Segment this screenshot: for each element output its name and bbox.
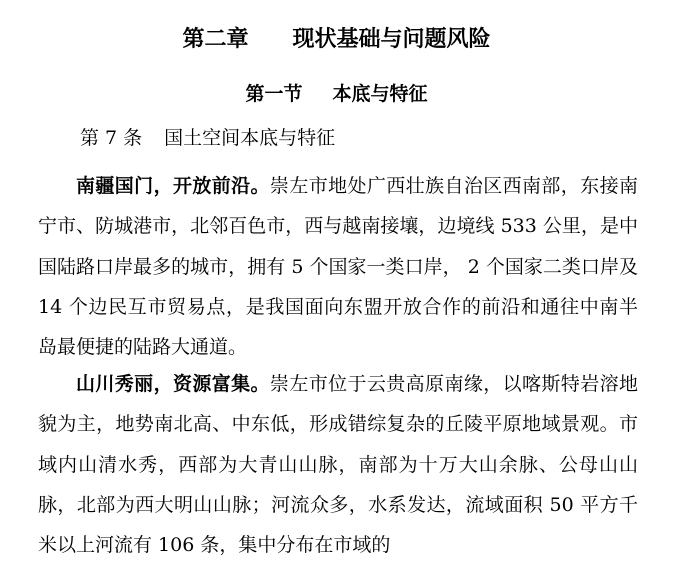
paragraph-lead: 南疆国门，开放前沿。	[76, 175, 270, 197]
chapter-number: 第二章	[182, 26, 249, 52]
paragraph-border-gateway	[38, 166, 638, 367]
section-title: 本底与特征	[332, 83, 428, 105]
section-heading	[0, 79, 673, 109]
section-number: 第一节	[245, 83, 303, 105]
article-heading	[80, 123, 335, 153]
chapter-heading	[0, 22, 673, 56]
paragraph-body: 崇左市位于云贵高原南缘，以喀斯特岩溶地貌为主，地势南北高、中东低，形成错综复杂的丘陵平原地域景观。市域内山清水秀，西部为大青山山脉，南部为十万大山余脉、公母山山脉，北部为西大明山山脉；河流众多，水系发达，流域面积 50 平方千米以上河流有 106 条，集中分布在市域的	[38, 373, 638, 557]
paragraph-body: 崇左市地处广西壮族自治区西南部，东接南宁市、防城港市，北邻百色市，西与越南接壤，边境线 533 公里，是中国陆路口岸最多的城市，拥有 5 个国家一类口岸， 2 个国家二类口岸及 14 个边民互市贸易点，是我国面向东盟开放合作的前沿和通往中南半岛最便捷的陆路大通道。	[38, 175, 638, 359]
article-title: 国土空间本底与特征	[164, 127, 336, 149]
paragraph-lead: 山川秀丽，资源富集。	[76, 373, 270, 395]
article-number: 第 7 条	[80, 127, 143, 149]
chapter-title: 现状基础与问题风险	[292, 26, 491, 52]
paragraph-landscape-resources	[38, 364, 638, 565]
